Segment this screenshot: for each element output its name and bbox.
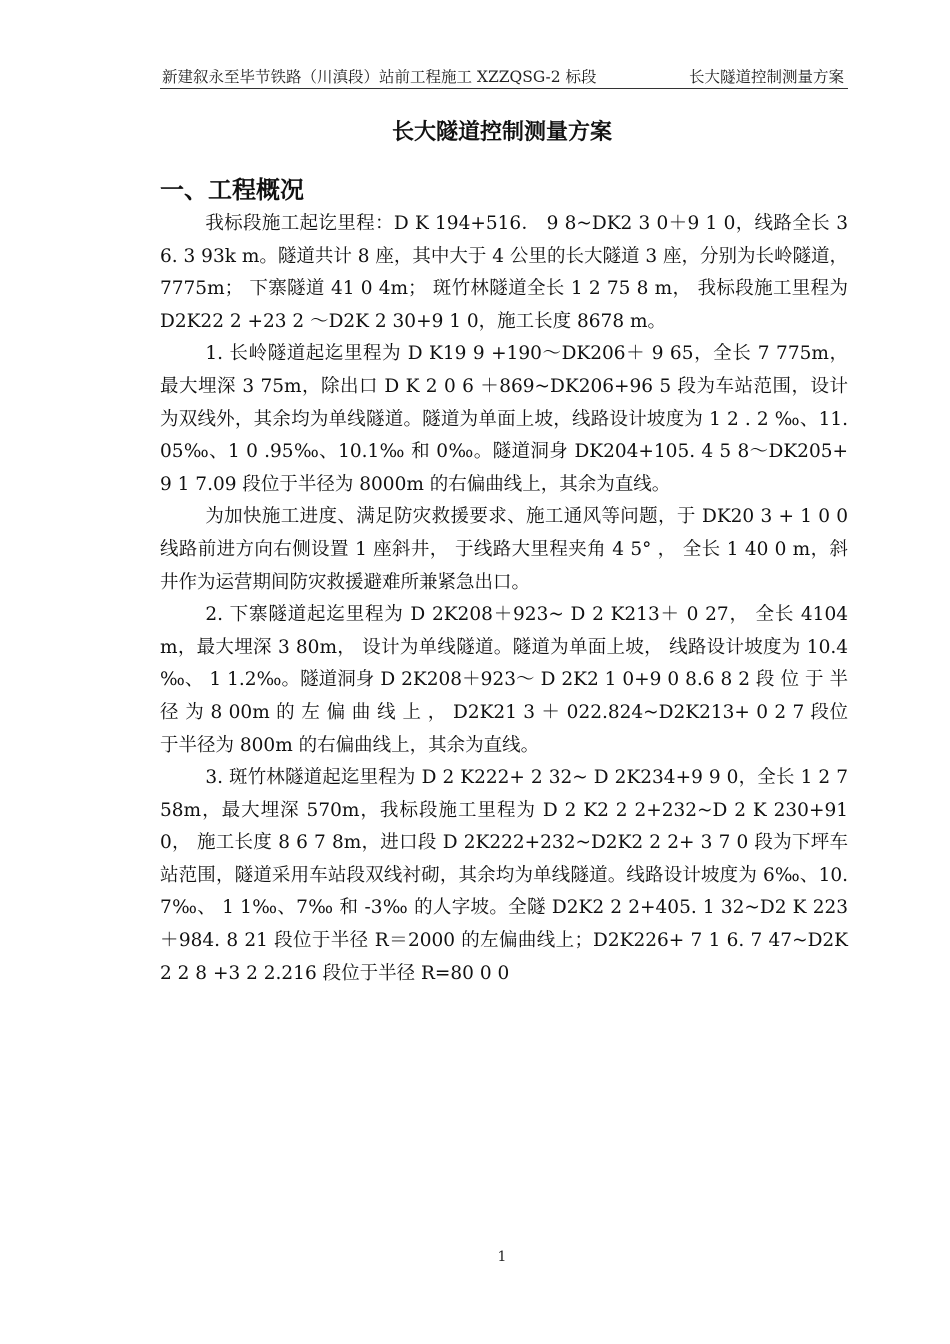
paragraph-banzhulin-tunnel: 3. 斑竹林隧道起迄里程为 D 2 K222+ 2 32~ D 2K234+9 9 0，全长 1 2 7 58m，最大埋深 570m，我标段施工里程为 D 2 K2 2 2+232~D 2 K 230+910， 施工长度 8 6 7 8m，进口段 D 2K222+232~D2K2 2 2+ 3 7 0 段为下坪车站范围，隧道采用车站段双线衬砌，其余均为单线隧道。线路设计坡度为 6‰、10.7‰、 1 1‰、7‰ 和 -3‰ 的人字坡。全隧 D2K2 2 2+405. 1 32~D2 K 223＋984. 8 21 段位于半径 R＝2000 的左偏曲线上；D2K226+ 7 1 6. 7 47~D2K 2 2 8 +3 2 2.216 段位于半径 R=80 0 0 xyxy=(160,767,848,984)
document-body xyxy=(160,208,848,990)
paragraph-xiazhai-tunnel: 2. 下寨隧道起迄里程为 D 2K208＋923~ D 2 K213＋ 0 27， 全长 4104 m，最大埋深 3 80m， 设计为单线隧道。隧道为单面上坡， 线路设计坡度为 10.4 ‰、 1 1.2‰。隧道洞身 D 2K208＋923～ D 2K2 1 0+9 0 8.6 8 2 段 位 于 半 径 为 8 00m 的 左 偏 曲 线 上 ， D2K21 3 ＋ 022.824~D2K213+ 0 2 7 段位于半径为 800m 的右偏曲线上，其余为直线。 xyxy=(160,604,848,756)
header-document-name: 长大隧道控制测量方案 xyxy=(688,68,844,86)
page-header xyxy=(160,66,848,89)
paragraph-changling-tunnel: 1. 长岭隧道起迄里程为 D K19 9 +190～DK206＋ 9 65，全长 7 775m，最大埋深 3 75m，除出口 D K 2 0 6 ＋869~DK206+96 5 段为车站范围，设计为双线外，其余均为单线隧道。隧道为单面上坡，线路设计坡度为 1 2 . 2 ‰、11.05‰、1 0 .95‰、10.1‰ 和 0‰。隧道洞身 DK204+105. 4 5 8～DK205+9 1 7.09 段位于半径为 8000m 的右偏曲线上，其余为直线。 xyxy=(160,343,848,495)
paragraph-inclined-shaft: 为加快施工进度、满足防灾救援要求、施工通风等问题，于 DK20 3 + 1 0 0 线路前进方向右侧设置 1 座斜井， 于线路大里程夹角 4 5° ， 全长 1 40 0 m，斜井作为运营期间防灾救援避难所兼紧急出口。 xyxy=(160,506,848,593)
paragraph-overview: 我标段施工起讫里程：D K 194+516． 9 8~DK2 3 0＋9 1 0，线路全长 36. 3 93k m。隧道共计 8 座，其中大于 4 公里的长大隧道 3 座，分别为长岭隧道，7775m； 下寨隧道 41 0 4m； 斑竹林隧道全长 1 2 75 8 m， 我标段施工里程为 D2K22 2 +23 2 ～D2K 2 30+9 1 0，施工长度 8678 m。 xyxy=(160,213,848,332)
header-project-name: 新建叙永至毕节铁路（川滇段）站前工程施工 XZZQSG-2 标段 xyxy=(162,68,597,86)
page-number: 1 xyxy=(497,1249,507,1265)
document-title: 长大隧道控制测量方案 xyxy=(391,119,612,145)
section-heading: 一、工程概况 xyxy=(160,175,304,204)
